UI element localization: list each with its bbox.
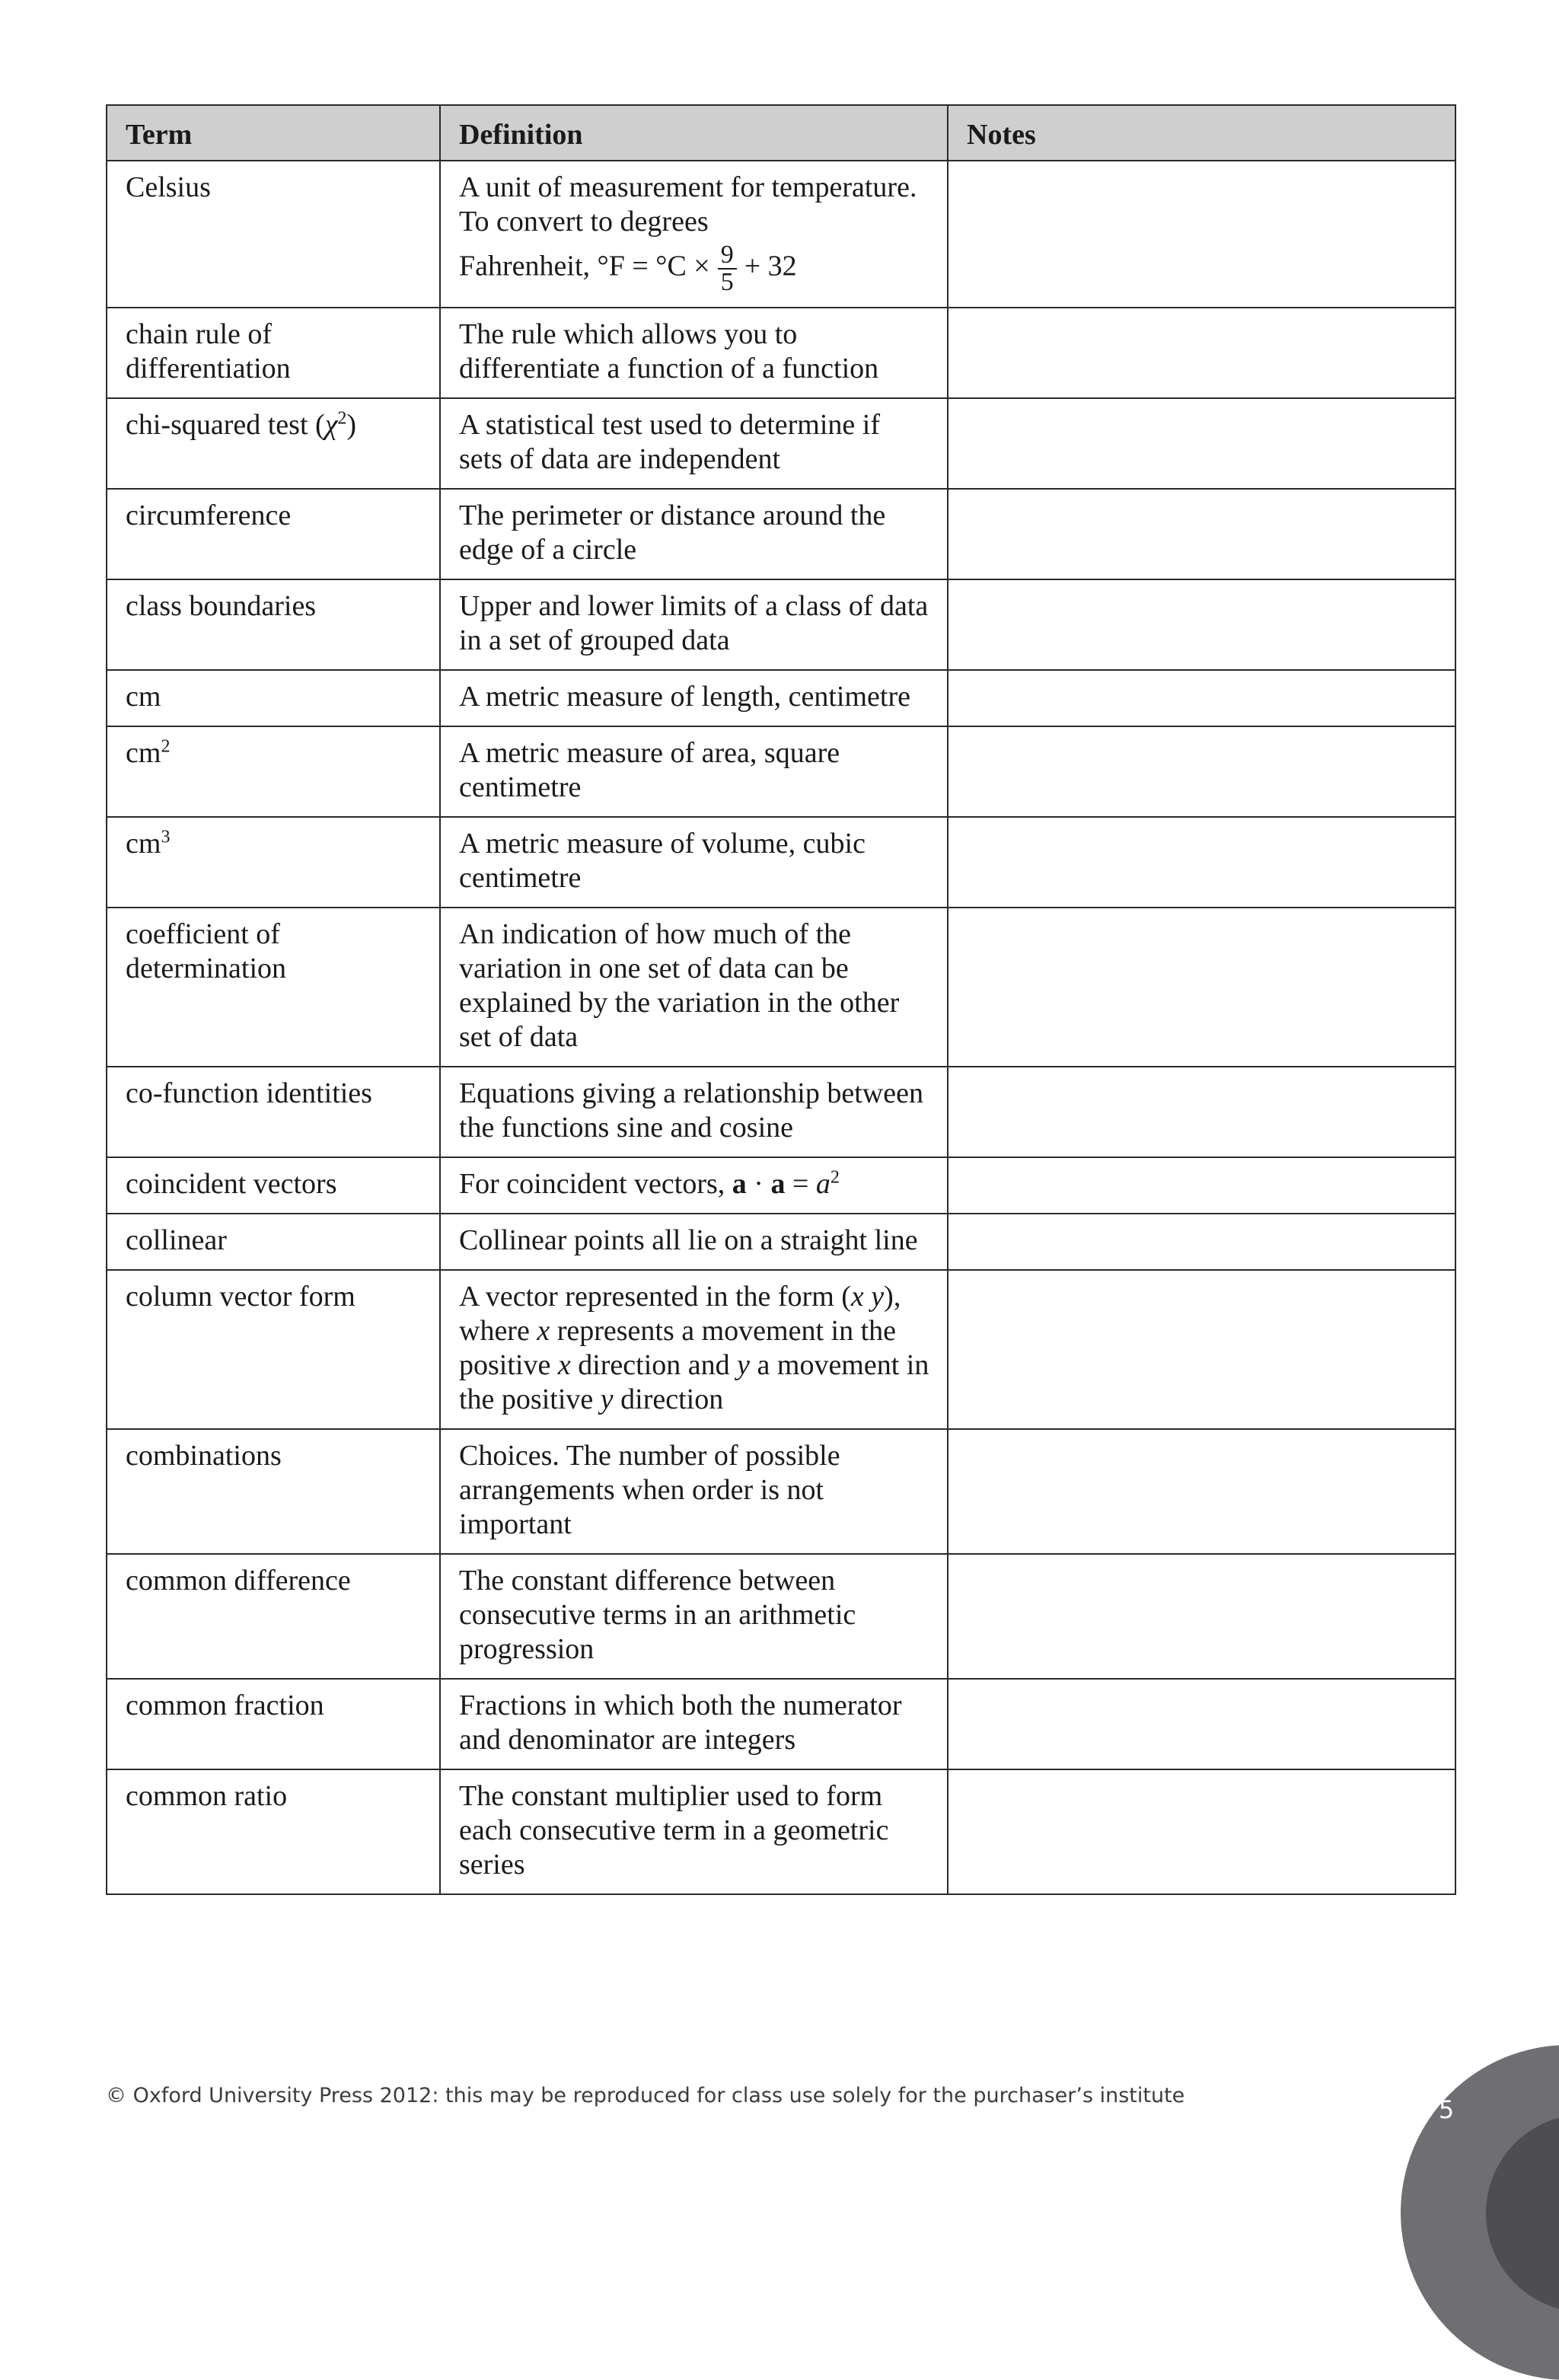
glossary-table (106, 104, 1456, 1895)
table-row (107, 1429, 1455, 1554)
equals-sign: = (792, 1168, 809, 1200)
term-text: cm (126, 828, 161, 860)
copyright-footer: © Oxford University Press 2012: this may be reproduced for class use solely for the purchaser’s institute (106, 2084, 1185, 2107)
definition-cell: Fractions in which both the numerator and denominator are integers (440, 1679, 948, 1769)
definition-cell (440, 1157, 948, 1214)
term-cell (107, 817, 440, 908)
term-cell: combinations (107, 1429, 440, 1554)
notes-cell (948, 1067, 1455, 1157)
notes-cell (948, 161, 1455, 308)
term-cell: chain rule of differentiation (107, 308, 440, 398)
table-row (107, 1214, 1455, 1270)
table-row (107, 161, 1455, 308)
formula-rhs: + 32 (744, 250, 797, 282)
notes-cell (948, 726, 1455, 817)
notes-cell (948, 1270, 1455, 1429)
term-cell: coincident vectors (107, 1157, 440, 1214)
table-header-row (107, 105, 1455, 161)
table-row (107, 817, 1455, 908)
fraction-numerator: 9 (718, 242, 737, 270)
definition-cell (440, 1270, 948, 1429)
notes-cell (948, 1769, 1455, 1894)
var-x: x (537, 1315, 550, 1347)
table-row (107, 1554, 1455, 1679)
notes-cell (948, 908, 1455, 1067)
definition-text: For coincident vectors, (459, 1168, 725, 1200)
term-text-close: ) (346, 409, 357, 441)
definition-text: where (459, 1315, 530, 1347)
notes-cell (948, 308, 1455, 398)
superscript: 2 (337, 408, 347, 429)
table-row (107, 1679, 1455, 1769)
table-row (107, 1067, 1455, 1157)
definition-text: ), (884, 1281, 901, 1313)
definition-cell (440, 161, 948, 308)
term-cell: common ratio (107, 1769, 440, 1894)
definition-text: A vector represented in the form ( (459, 1281, 851, 1313)
formula-lhs: Fahrenheit, °F = °C × (459, 250, 710, 282)
definition-cell: A metric measure of volume, cubic centimetre (440, 817, 948, 908)
notes-cell (948, 398, 1455, 489)
definition-cell: Upper and lower limits of a class of data in a set of grouped data (440, 579, 948, 670)
notes-cell (948, 1157, 1455, 1214)
var-y: y (737, 1349, 751, 1381)
term-cell (107, 398, 440, 489)
notes-cell (948, 817, 1455, 908)
fraction (718, 242, 737, 295)
definition-cell: A metric measure of length, centimetre (440, 670, 948, 726)
fraction-denominator: 5 (720, 268, 734, 296)
definition-text: direction and (578, 1349, 730, 1381)
term-text: chi-squared test ( (126, 409, 325, 441)
magnitude-a: a (815, 1168, 831, 1200)
term-cell: cm (107, 670, 440, 726)
var-y: y (600, 1383, 614, 1415)
definition-cell: The perimeter or distance around the edge of a circle (440, 489, 948, 579)
table-row (107, 579, 1455, 670)
term-cell: co-function identities (107, 1067, 440, 1157)
term-cell: class boundaries (107, 579, 440, 670)
chi-symbol: χ (324, 409, 338, 441)
definition-cell: Equations giving a relationship between the functions sine and cosine (440, 1067, 948, 1157)
table-row (107, 398, 1455, 489)
header-term: Term (107, 105, 440, 161)
notes-cell (948, 579, 1455, 670)
superscript: 2 (161, 736, 171, 757)
definition-cell: The constant difference between consecutive terms in an arithmetic progression (440, 1554, 948, 1679)
table-row (107, 1769, 1455, 1894)
definition-text: a movement in the positive (459, 1349, 929, 1415)
definition-text: A unit of measurement for temperature. To convert to degrees (459, 171, 917, 238)
table-row (107, 1270, 1455, 1429)
term-cell (107, 726, 440, 817)
var-x: x (557, 1349, 571, 1381)
vector-a: a (770, 1168, 786, 1200)
header-notes: Notes (948, 105, 1455, 161)
term-cell: common difference (107, 1554, 440, 1679)
notes-cell (948, 1679, 1455, 1769)
notes-cell (948, 489, 1455, 579)
table-row (107, 308, 1455, 398)
definition-text: represents a movement in the positive (459, 1315, 897, 1381)
definition-cell: A metric measure of area, square centimetre (440, 726, 948, 817)
definition-cell: The constant multiplier used to form each consecutive term in a geometric series (440, 1769, 948, 1894)
var-x: x (850, 1281, 864, 1313)
header-definition: Definition (440, 105, 948, 161)
definition-cell: The rule which allows you to differentiate a function of a function (440, 308, 948, 398)
term-text: cm (126, 737, 161, 769)
superscript: 3 (161, 827, 171, 847)
term-cell: column vector form (107, 1270, 440, 1429)
term-cell: collinear (107, 1214, 440, 1270)
term-cell: circumference (107, 489, 440, 579)
table-row (107, 670, 1455, 726)
notes-cell (948, 670, 1455, 726)
definition-text: direction (620, 1383, 724, 1415)
var-y: y (871, 1281, 885, 1313)
notes-cell (948, 1429, 1455, 1554)
table-row (107, 1157, 1455, 1214)
page-number: 5 (1438, 2095, 1455, 2124)
table-row (107, 726, 1455, 817)
definition-cell: An indication of how much of the variation in one set of data can be explained by the variation in the other set of data (440, 908, 948, 1067)
dot-operator: · (754, 1168, 764, 1200)
term-cell: common fraction (107, 1679, 440, 1769)
vector-a: a (732, 1168, 747, 1200)
notes-cell (948, 1554, 1455, 1679)
term-cell: coefficient of determination (107, 908, 440, 1067)
notes-cell (948, 1214, 1455, 1270)
fahrenheit-formula (459, 242, 797, 295)
table-row (107, 489, 1455, 579)
definition-cell: A statistical test used to determine if sets of data are independent (440, 398, 948, 489)
table-row (107, 908, 1455, 1067)
term-cell: Celsius (107, 161, 440, 308)
definition-cell: Collinear points all lie on a straight line (440, 1214, 948, 1270)
superscript: 2 (830, 1167, 840, 1188)
definition-cell: Choices. The number of possible arrangements when order is not important (440, 1429, 948, 1554)
